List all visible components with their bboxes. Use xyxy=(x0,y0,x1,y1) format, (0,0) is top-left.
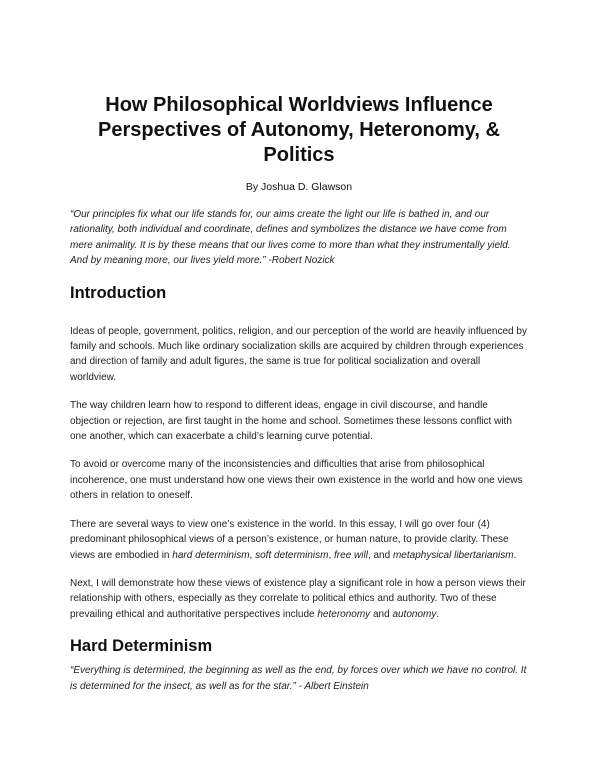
introduction-heading: Introduction xyxy=(70,283,167,302)
hard-determinism-epigraph: “Everything is determined, the beginning as well as the end, by forces over which we have no control. It is determined for the insect, as well as for the star.” - Albert Einstein xyxy=(70,665,527,692)
document-title: How Philosophical Worldviews Influence Perspectives of Autonomy, Heteronomy, & Politics xyxy=(98,94,500,166)
intro-paragraph-5 xyxy=(70,576,528,622)
p4-sep-2: , xyxy=(328,549,335,561)
intro-paragraph-1: Ideas of people, government, politics, religion, and our perception of the world are heavily influenced by family and schools. Much like ordinary socialization skills are acquired by children through experiences and direction of family and adult figures, the same is true for political socialization and overall worldview. xyxy=(70,325,527,383)
p5-lead: Next, I will demonstrate how these views of existence play a significant role in how a person views their relationship with others, especially as they correlate to political ethics and authority. Two of these prevailing ethical and authoritative perspectives include xyxy=(70,577,526,620)
term-autonomy: autonomy xyxy=(392,608,437,620)
intro-paragraph-2: The way children learn how to respond to different ideas, engage in civil discourse, and handle objection or rejection, are first taught in the home and school. Sometimes these lessons conflict with one another, which can exacerbate a child’s learning curve potential. xyxy=(70,400,512,443)
term-hard-determinism: hard determinism xyxy=(172,549,250,561)
intro-paragraph-3: To avoid or overcome many of the inconsistencies and difficulties that arise from philosophical incoherence, one must understand how one views their own existence in the world and how one views others in relation to oneself. xyxy=(70,459,523,502)
term-metaphysical-libertarianism: metaphysical libertarianism xyxy=(392,549,514,561)
opening-epigraph: “Our principles fix what our life stands for, our aims create the light our life is bathed in, and our rationality, both individual and coordinate, defines and symbolizes the distance we have come from mere animality. It is by these means that our lives come to more than what they instrumentally yield. And by meaning more, our lives yield more.” -Robert Nozick xyxy=(70,209,511,267)
p4-sep-1: , xyxy=(249,549,256,561)
hard-determinism-heading: Hard Determinism xyxy=(70,637,213,656)
p5-end: . xyxy=(436,608,440,620)
term-heteronomy: heteronomy xyxy=(317,608,371,620)
p4-lead: There are several ways to view one’s existence in the world. In this essay, I will go over four (4) predominant philosophical views of a person’s existence, or human nature, to provide clarity. These views are embodied in xyxy=(70,518,509,561)
p4-sep-3: , and xyxy=(367,549,393,561)
term-soft-determinism: soft determinism xyxy=(255,549,329,561)
author-byline: By Joshua D. Glawson xyxy=(245,181,353,193)
intro-paragraph-4 xyxy=(70,517,528,563)
term-free-will: free will xyxy=(334,549,368,561)
p4-end: . xyxy=(513,549,517,561)
p5-sep: and xyxy=(370,608,393,620)
